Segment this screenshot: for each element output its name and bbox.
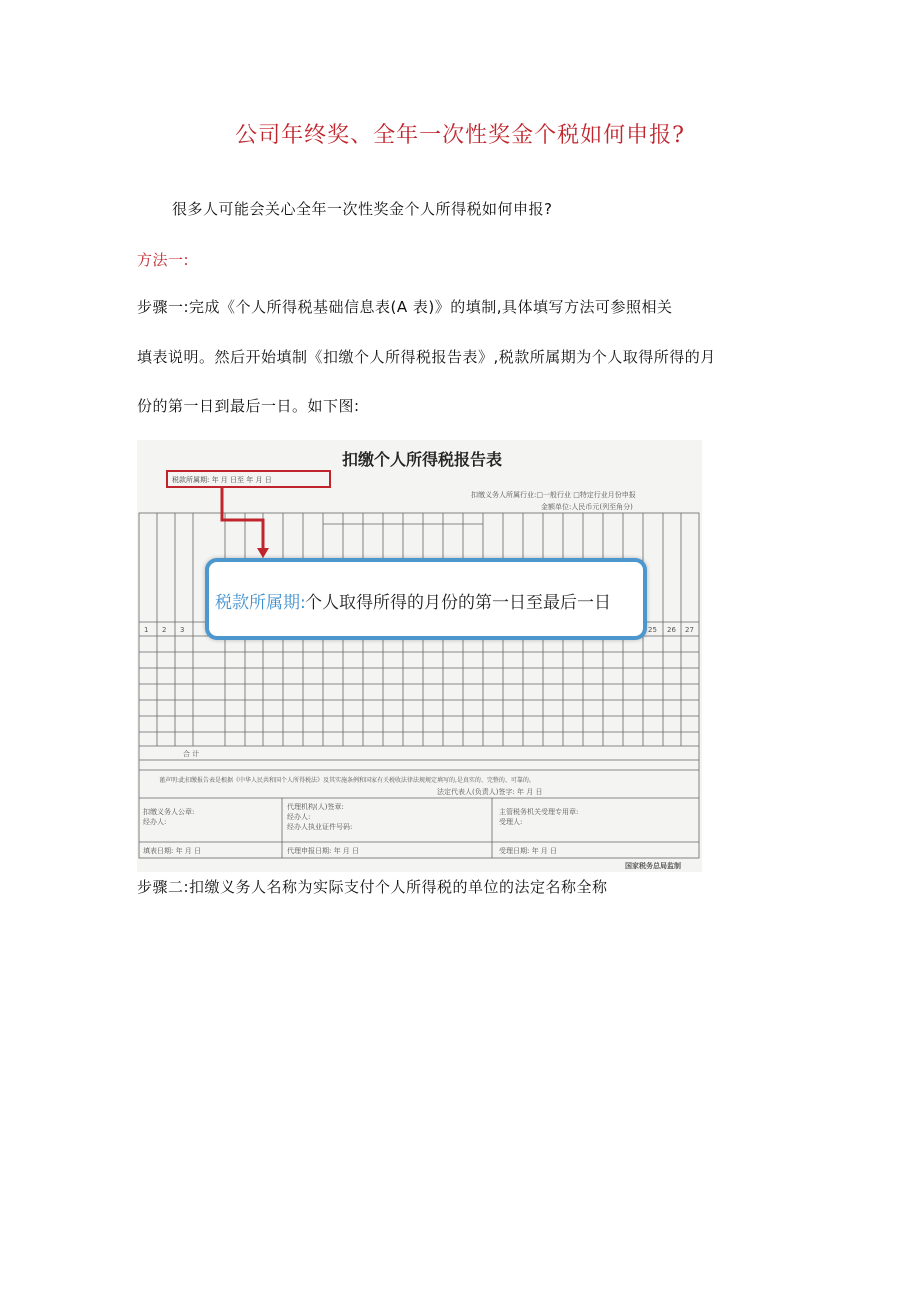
method-heading: 方法一: <box>137 251 190 269</box>
industry-text: 扣缴义务人所属行业:□一般行业 □特定行业月份申报 <box>471 491 636 499</box>
footer-left: 扣缴义务人公章: 经办人: <box>143 808 195 826</box>
form-title: 扣缴个人所得税报告表 <box>342 450 503 469</box>
amount-unit-text: 金额单位:人民币元(列至角分) <box>541 503 633 511</box>
page-title: 公司年终奖、全年一次性奖金个税如何申报? <box>235 123 685 148</box>
col-number-3: 3 <box>180 626 185 634</box>
legal-rep-text: 法定代表人(负责人)签字: 年 月 日 <box>437 788 543 796</box>
intro-paragraph: 很多人可能会关心全年一次性奖金个人所得税如何申报? <box>172 200 553 218</box>
fill-date: 填表日期: 年 月 日 <box>143 847 202 855</box>
step2-line: 步骤二:扣缴义务人名称为实际支付个人所得税的单位的法定名称全称 <box>137 878 608 896</box>
total-label: 合 计 <box>183 750 200 758</box>
tax-period-callout <box>205 558 647 640</box>
accept-date: 受理日期: 年 月 日 <box>499 847 558 855</box>
agent-date: 代理申报日期: 年 月 日 <box>287 847 360 855</box>
step1-line1: 步骤一:完成《个人所得税基础信息表(A 表)》的填制,具体填写方法可参照相关 <box>137 298 673 316</box>
callout-text: 个人取得所得的月份的第一日至最后一日 <box>305 593 611 613</box>
col-number-27: 27 <box>685 626 694 634</box>
issuer-text: 国家税务总局监制 <box>625 862 681 870</box>
declaration-text: 谨声明:此扣缴报告表是根据《中华人民共和国个人所得税法》及其实施条例和国家有关税收法律法规规定填写的,是真实的、完整的、可靠的。 <box>159 777 535 784</box>
col-number-25: 25 <box>648 626 657 634</box>
tax-report-form-image <box>137 440 702 872</box>
footer-right: 主管税务机关受理专用章: 受理人: <box>499 808 579 826</box>
callout-connector <box>137 440 702 872</box>
step1-line3: 份的第一日到最后一日。如下图: <box>137 397 360 415</box>
step1-line2: 填表说明。然后开始填制《扣缴个人所得税报告表》,税款所属期为个人取得所得的月 <box>137 348 716 366</box>
col-number-26: 26 <box>667 626 676 634</box>
callout-label: 税款所属期: <box>215 593 306 613</box>
footer-mid: 代理机构(人)签章: 经办人: 经办人执业证件号码: <box>287 803 353 831</box>
col-number-1: 1 <box>144 626 149 634</box>
tax-period-label: 税款所属期: 年 月 日至 年 月 日 <box>172 476 272 484</box>
col-number-2: 2 <box>162 626 167 634</box>
